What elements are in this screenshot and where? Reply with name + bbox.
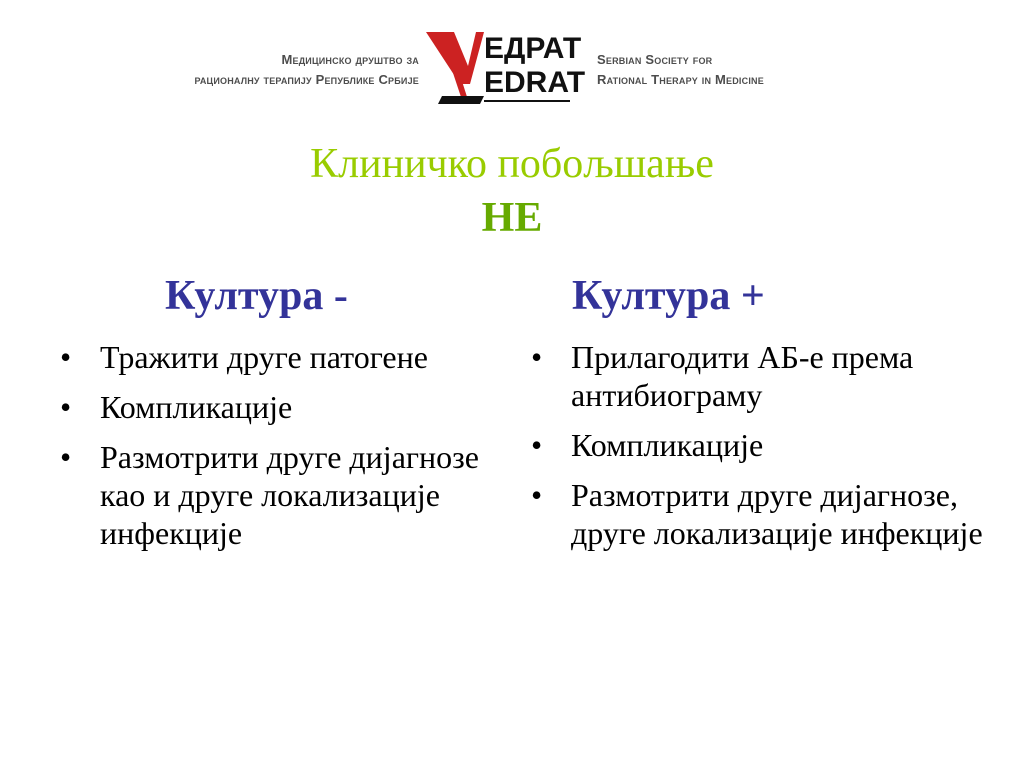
list-item (531, 426, 1001, 464)
medrat-logo (424, 26, 586, 110)
bullet-icon: • (531, 427, 543, 463)
org-name-serbian (194, 50, 419, 90)
list-item-text: Компликације (100, 389, 293, 425)
list-item (60, 438, 490, 552)
org-name-serbian-line2: рационалну терапију Републике Србије (194, 72, 419, 87)
bullet-icon: • (60, 389, 72, 425)
org-name-english-line1: Serbian Society for (597, 52, 713, 67)
list-item (60, 338, 490, 376)
slide-title-negation: НЕ (481, 195, 543, 241)
bullet-icon: • (60, 339, 72, 375)
list-item (60, 388, 490, 426)
logo-text-top: ЕДРАТ (484, 32, 582, 65)
bullet-icon: • (60, 439, 72, 475)
logo-text-bottom: EDRAT (484, 66, 586, 99)
list-item-text: Размотрити друге дијагнозе, друге локализације инфекције (571, 477, 983, 551)
list-item-text: Тражити друге патогене (100, 339, 428, 375)
column-heading-culture-negative: Култура - (165, 273, 348, 319)
bullet-icon: • (531, 477, 543, 513)
org-name-english (597, 50, 764, 90)
slide-title: Клиничко побољшање (310, 141, 714, 187)
bullet-icon: • (531, 339, 543, 375)
list-item-text: Компликације (571, 427, 764, 463)
list-item (531, 338, 1001, 414)
list-item-text: Прилагодити АБ-е према антибиограму (571, 339, 914, 413)
column-heading-culture-positive: Култура + (572, 273, 765, 319)
org-name-serbian-line1: Медицинско друштво за (281, 52, 419, 67)
bullet-list-culture-positive (531, 338, 1001, 564)
bullet-list-culture-negative (60, 338, 490, 564)
list-item-text: Размотрити друге дијагнозе као и друге локализације инфекције (100, 439, 479, 551)
org-name-english-line2: Rational Therapy in Medicine (597, 72, 764, 87)
list-item (531, 476, 1001, 552)
